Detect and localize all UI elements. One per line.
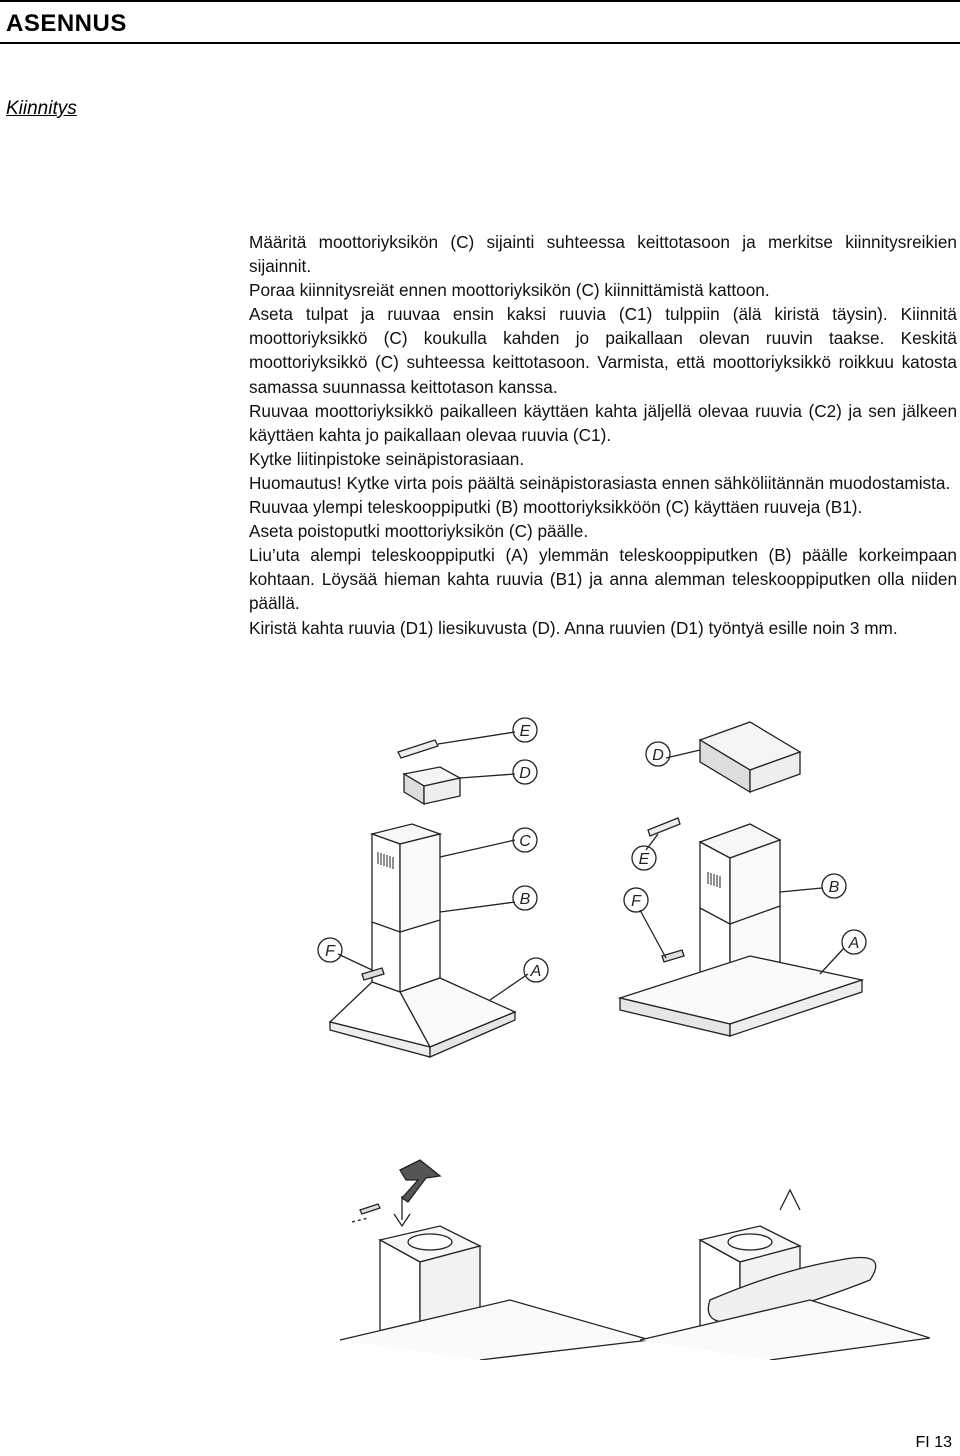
instruction-paragraph: Poraa kiinnitysreiät ennen moottoriyksikön (C) kiinnittämistä kattoon. bbox=[249, 280, 770, 301]
figure-step-duct bbox=[640, 1150, 930, 1360]
instruction-paragraph: Määritä moottoriyksikön (C) sijainti suhteessa keittotasoon ja merkitse kiinnitysreikien sijainnit. bbox=[249, 232, 957, 277]
label-f: F bbox=[631, 893, 641, 910]
figure-hood-exploded-left bbox=[300, 712, 590, 1092]
label-a: A bbox=[848, 935, 860, 952]
figure-hood-exploded-right bbox=[600, 712, 900, 1052]
page-number: FI 13 bbox=[915, 1434, 952, 1451]
instruction-paragraph: Ruuvaa ylempi teleskooppiputki (B) moottoriyksikköön (C) käyttäen ruuveja (B1). bbox=[249, 497, 863, 518]
label-d: D bbox=[519, 765, 531, 782]
page-header-title: ASENNUS bbox=[6, 10, 127, 37]
header-bar bbox=[0, 0, 960, 44]
label-a: A bbox=[530, 963, 542, 980]
instruction-paragraph: Ruuvaa moottoriyksikkö paikalleen käyttäen kahta jäljellä olevaa ruuvia (C2) ja sen jälkeen käyttäen kahta jo paikallaan olevaa ruuvia (C1). bbox=[249, 400, 957, 445]
section-title: Kiinnitys bbox=[6, 98, 77, 119]
label-b: B bbox=[519, 891, 531, 908]
instruction-paragraph: Huomautus! Kytke virta pois päältä seinäpistorasiasta ennen sähköliitännän muodostamista. bbox=[249, 472, 951, 493]
instruction-paragraph: Aseta tulpat ja ruuvaa ensin kaksi ruuvia (C1) tulppiin (älä kiristä täysin). Kiinnitä moottoriyksikkö (C) koukulla kahden jo paikallaan olevan ruuvin taakse. Keskitä moottoriyksikkö (C) suhteessa keittotasoon. Varmista, että moottoriyksikkö roikkuu katosta samassa suunnassa keittotason kanssa. bbox=[249, 304, 957, 397]
instruction-paragraph: Kytke liitinpistoke seinäpistorasiaan. bbox=[249, 448, 525, 469]
label-e: E bbox=[519, 723, 531, 740]
label-c: C bbox=[519, 833, 531, 850]
label-f: F bbox=[325, 943, 335, 960]
label-d: D bbox=[652, 747, 664, 764]
instruction-text bbox=[249, 230, 957, 640]
instruction-paragraph: Liu’uta alempi teleskooppiputki (A) ylemmän teleskooppiputken (B) päälle korkeimpaan kohtaan. Löysää hieman kahta ruuvia (B1) ja anna alemman teleskooppiputken olla niiden päällä. bbox=[249, 545, 957, 614]
figure-step-motor-mount bbox=[330, 1150, 660, 1360]
label-b: B bbox=[828, 879, 840, 896]
instruction-paragraph: Aseta poistoputki moottoriyksikön (C) päälle. bbox=[249, 521, 589, 542]
instruction-paragraph: Kiristä kahta ruuvia (D1) liesikuvusta (D). Anna ruuvien (D1) työntyä esille noin 3 mm. bbox=[249, 617, 898, 638]
label-e: E bbox=[638, 851, 650, 868]
